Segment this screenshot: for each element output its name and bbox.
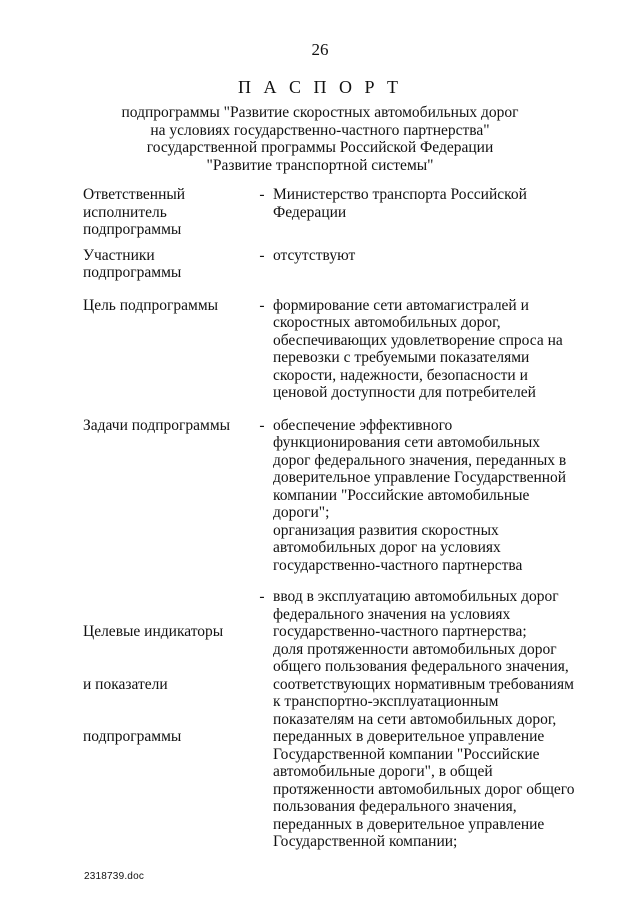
row-dash: -: [259, 296, 265, 314]
row-label: [83, 297, 251, 315]
row-text-line: государственно-частного партнерства: [273, 556, 523, 574]
row-text-line: переданных в доверительное управление: [273, 815, 545, 833]
subtitle-line: государственной программы Российской Федерации: [146, 139, 494, 156]
row-text-line: Государственной компании;: [273, 833, 458, 850]
row-text-line: общего пользования федерального значения,: [273, 658, 569, 675]
subtitle-line: "Развитие транспортной системы": [206, 156, 434, 174]
row-label: [83, 247, 251, 282]
row-text-line: Федерации: [273, 203, 347, 221]
row-text-line: показателям на сети автомобильных дорог,: [273, 710, 557, 728]
passport-table: [83, 186, 583, 851]
row-label-line: подпрограммы: [83, 264, 182, 281]
row-label-line: Цель подпрограммы: [83, 296, 219, 314]
row-text-line: автомобильных дорог на условиях: [273, 539, 501, 556]
row-label-line: подпрограммы: [83, 221, 182, 238]
row-text-line: функционирования сети автомобильных: [273, 434, 540, 451]
row-text-line: автомобильные дороги", в общей: [273, 763, 493, 780]
row-label-line: Ответственный: [83, 186, 186, 203]
row-label-line: подпрограммы: [83, 728, 182, 745]
row-text-line: федерального значения на условиях: [273, 605, 511, 623]
row-text: [273, 588, 573, 851]
row-text-line: государственно-частного партнерства;: [273, 623, 527, 640]
page-number: 26: [311, 40, 329, 59]
row-text-line: Государственной компании "Российские: [273, 745, 540, 763]
row-label: [83, 588, 251, 781]
subtitle-line: подпрограммы "Развитие скоростных автомобильных дорог: [121, 104, 519, 121]
row-dash: -: [259, 186, 265, 203]
row-label: [83, 417, 251, 435]
row-text-line: дороги";: [273, 504, 330, 521]
row-text-line: ценовой доступности для потребителей: [273, 384, 536, 401]
passport-row-tasks: [83, 417, 583, 575]
row-text: [273, 186, 573, 221]
passport-row-responsible-executor: [83, 186, 583, 239]
row-text: [273, 417, 573, 575]
document-subtitle: [0, 104, 640, 174]
row-text: [273, 297, 573, 402]
row-text-line: доверительное управление Государственной: [273, 469, 567, 486]
row-text-line: доля протяженности автомобильных дорог: [273, 640, 557, 658]
row-text-line: обеспечение эффективного: [273, 416, 453, 434]
row-text-line: протяженности автомобильных дорог общего: [273, 780, 575, 798]
row-text-line: отсутствуют: [273, 246, 356, 264]
row-text-line: компании "Российские автомобильные: [273, 486, 530, 504]
row-label: [83, 186, 251, 239]
row-text-line: к транспортно-эксплуатационным: [273, 693, 499, 710]
row-dash: -: [259, 246, 265, 264]
row-text-line: переданных в доверительное управление: [273, 728, 545, 745]
row-label-line: Задачи подпрограммы: [83, 416, 231, 434]
row-text-line: Министерство транспорта Российской: [273, 186, 527, 203]
row-label-line: Участники: [83, 246, 155, 264]
passport-row-indicators: [83, 588, 583, 851]
row-text-line: организация развития скоростных: [273, 521, 499, 539]
row-text-line: ввод в эксплуатацию автомобильных дорог: [273, 588, 559, 605]
passport-row-goal: [83, 297, 583, 402]
row-text-line: соответствующих нормативным требованиям: [273, 675, 574, 693]
row-text-line: пользования федерального значения,: [273, 798, 517, 815]
row-text-line: перевозки с требуемыми показателями: [273, 349, 530, 366]
row-text-line: скорости, надежности, безопасности и: [273, 366, 528, 384]
row-label-line: исполнитель: [83, 203, 167, 221]
row-label-line: и показатели: [83, 675, 168, 693]
subtitle-line: на условиях государственно-частного партнерства": [150, 121, 490, 139]
row-text-line: формирование сети автомагистралей и: [273, 296, 529, 314]
passport-row-participants: [83, 247, 583, 282]
document-title: П А С П О Р Т: [237, 77, 402, 97]
row-text-line: дорог федерального значения, переданных в: [273, 451, 567, 469]
row-dash: -: [259, 416, 265, 434]
row-text-line: обеспечивающих удовлетворение спроса на: [273, 331, 563, 349]
row-text-line: скоростных автомобильных дорог,: [273, 314, 501, 331]
row-dash: -: [259, 588, 265, 605]
footer-file-code: 2318739.doc: [84, 871, 145, 882]
row-label-line: Целевые индикаторы: [83, 623, 224, 640]
row-text: [273, 247, 573, 265]
